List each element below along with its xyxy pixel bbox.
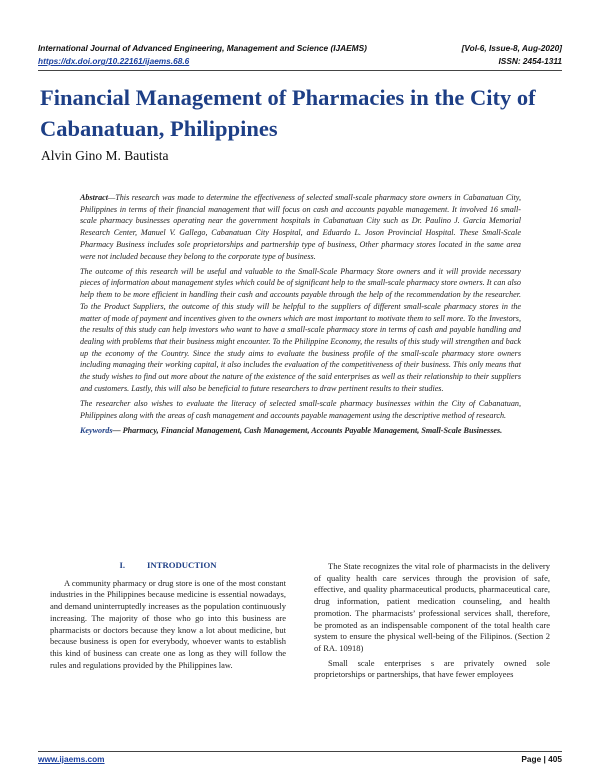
intro-paragraph-1: A community pharmacy or drug store is one of the most constant industries in the Philippines because medicine is essential nowadays, and demand uninterruptedly increases as the population continuously increasing. The majority of those who go into this business are pharmacists or doctors because they know a lot about medicine, but because business is open for everybody, whoever wants to establish this kind of business can create one as long as they will follow the rules and regulations provided by the Philippines law. [50, 577, 286, 670]
issn: ISSN: 2454-1311 [498, 56, 562, 66]
journal-name: International Journal of Advanced Engineering, Management and Science (IJAEMS) [38, 43, 367, 53]
paper-title: Financial Management of Pharmacies in the City of Cabanatuan, Philippines [40, 85, 536, 141]
running-header [38, 42, 562, 68]
page-number: Page | 405 [521, 754, 562, 764]
right-paragraph-2: Small scale enterprises s are privately owned sole proprietorships or partnerships, that have fewer employees [314, 657, 550, 680]
right-paragraph-1: The State recognizes the vital role of pharmacists in the delivery of quality health care services through the provision of safe, effective, and quality pharmaceutical products, pharmaceutical care, drug information, patient medication counseling, and health promotion. The pharmacists’ professional services shall, therefore, be promoted as an indispensable component of the total health care system to ensure the physical well-being of the Filipinos. (Section 2 of RA. 10918) [314, 561, 550, 653]
abstract-paragraph-1 [80, 192, 521, 262]
abstract [80, 192, 521, 440]
keywords-text: — Pharmacy, Financial Management, Cash Management, Accounts Payable Management, Small-Scale Businesses. [112, 425, 503, 435]
doi-link[interactable]: https://dx.doi.org/10.22161/ijaems.68.6 [38, 56, 190, 66]
left-column [50, 560, 286, 674]
section-number: I. [119, 560, 126, 570]
header-divider [38, 70, 562, 71]
volume-issue: [Vol-6, Issue-8, Aug-2020] [461, 43, 562, 53]
author-name: Alvin Gino M. Bautista [41, 148, 169, 163]
abstract-label: Abstract [80, 193, 108, 202]
keywords [80, 425, 521, 437]
right-column [314, 561, 550, 684]
section-title: INTRODUCTION [147, 560, 217, 570]
section-heading-introduction [50, 560, 286, 572]
running-footer [38, 754, 562, 764]
abstract-paragraph-3: The researcher also wishes to evaluate the literacy of selected small-scale pharmacy businesses within the City of Cabanatuan, Philippines along with the areas of cash management and accounts payable management using the descriptive method of research. [80, 398, 521, 420]
footer-divider [38, 751, 562, 752]
abstract-paragraph-2: The outcome of this research will be useful and valuable to the Small-Scale Pharmacy Store owners and it will provide necessary pieces of information about management styles which could be of significant help to the small-scale pharmacy store owners. It can also help them to be more efficient in handling their cash and accounts payable through the help of the recommendation by the researcher. To the Product Suppliers, the outcome of this study will be helpful to the suppliers of different small-scale pharmacy stores in the matter of mode of payment and incentives given to the owners which are most important to motivate them to sell more. To the Investors, the results of this study can help investors who want to have a small-scale pharmacy store in terms of cash and payable handling and dealing with problems that their business might encounter. To the Philippine Economy, the results of this study will strengthen and back up the economy of the Country. Since the study aims to evaluate the business profile of the small-scale pharmacy store owners including managing their working capital, it also includes the evaluation of the competitiveness of their business. This only means that the study wishes to find out more about the nature of the existence of the said enterprises as well as their relationship to their suppliers and customers. Lastly, this will also be beneficial to future researchers to draw pertinent results to their studies. [80, 266, 521, 393]
keywords-label: Keywords [80, 425, 113, 435]
abstract-text-1: —This research was made to determine the effectiveness of selected small-scale pharmacy store owners in Cabanatuan City, Philippines in terms of their financial management that will focus on cash and accounts payable management. It involved 16 small-scale pharmacy businesses operating near the government hospitals in Cabanatuan City such as Dr. Paulino J. Garcia Memorial Research Center, Manuel V. Gallego, Cabanatuan City Hospital, and Eduardo L. Joson Provincial Hospital. These Small-Scale Pharmacy Business includes sole proprietorships and partnership type of business, Other pharmacy stores located in the same area were not included because they belong to the corporate type of business. [80, 193, 521, 261]
journal-website-link[interactable]: www.ijaems.com [38, 754, 105, 764]
